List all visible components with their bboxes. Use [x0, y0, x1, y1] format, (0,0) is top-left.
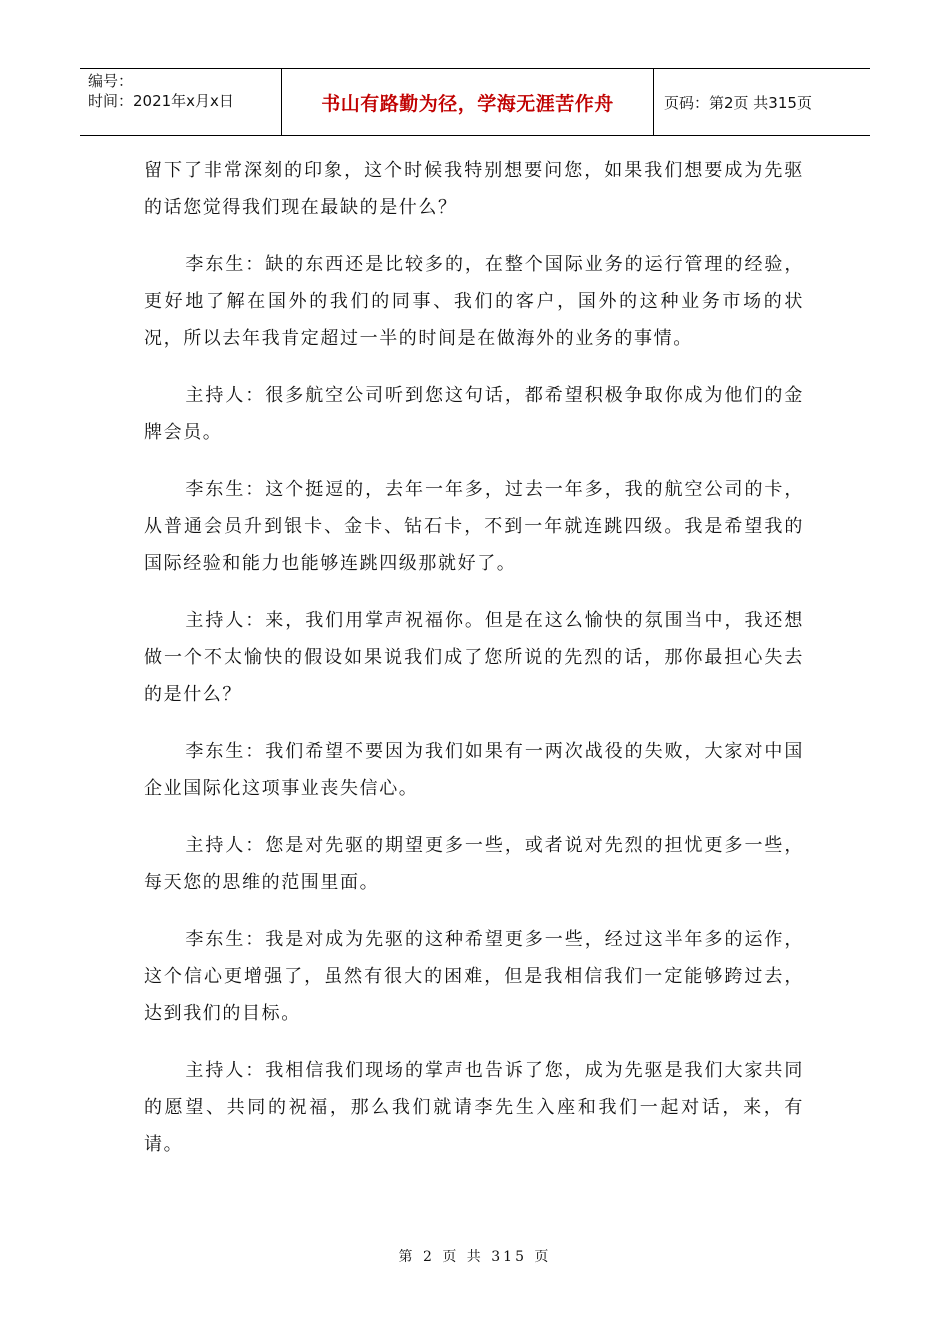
- paragraph: 主持人：来，我们用掌声祝福你。但是在这么愉快的氛围当中，我还想做一个不太愉快的假设如果说我们成了您所说的先烈的话，那你最担心失去的是什么？: [144, 610, 804, 705]
- document-time-label: 时间：2021年x月x日: [88, 92, 234, 110]
- paragraph: 留下了非常深刻的印象，这个时候我特别想要问您，如果我们想要成为先驱的话您觉得我们现在最缺的是什么？: [144, 160, 804, 218]
- paragraph: 李东生：这个挺逗的，去年一年多，过去一年多，我的航空公司的卡，从普通会员升到银卡、金卡、钻石卡，不到一年就连跳四级。我是希望我的国际经验和能力也能够连跳四级那就好了。: [144, 479, 804, 574]
- header-meta: [80, 69, 282, 135]
- paragraph: 主持人：很多航空公司听到您这句话，都希望积极争取你成为他们的金牌会员。: [144, 385, 804, 443]
- header-page-info: 页码：第2页 共315页: [664, 93, 812, 112]
- header-motto: 书山有路勤为径，学海无涯苦作舟: [282, 69, 654, 135]
- paragraph: 主持人：您是对先驱的期望更多一些，或者说对先烈的担忧更多一些，每天您的思维的范围里面。: [144, 835, 804, 893]
- document-body: [144, 152, 804, 1183]
- paragraph: 李东生：缺的东西还是比较多的，在整个国际业务的运行管理的经验，更好地了解在国外的我们的同事、我们的客户，国外的这种业务市场的状况，所以去年我肯定超过一半的时间是在做海外的业务的事情。: [144, 254, 804, 349]
- page-header: [80, 68, 870, 136]
- paragraph: 主持人：我相信我们现场的掌声也告诉了您，成为先驱是我们大家共同的愿望、共同的祝福，那么我们就请李先生入座和我们一起对话，来，有请。: [144, 1060, 804, 1155]
- document-number-label: 编号：: [88, 72, 134, 90]
- page-footer: 第 2 页 共 315 页: [398, 1249, 552, 1265]
- paragraph: 李东生：我们希望不要因为我们如果有一两次战役的失败，大家对中国企业国际化这项事业丧失信心。: [144, 741, 804, 799]
- paragraph: 李东生：我是对成为先驱的这种希望更多一些，经过这半年多的运作，这个信心更增强了，虽然有很大的困难，但是我相信我们一定能够跨过去，达到我们的目标。: [144, 929, 804, 1024]
